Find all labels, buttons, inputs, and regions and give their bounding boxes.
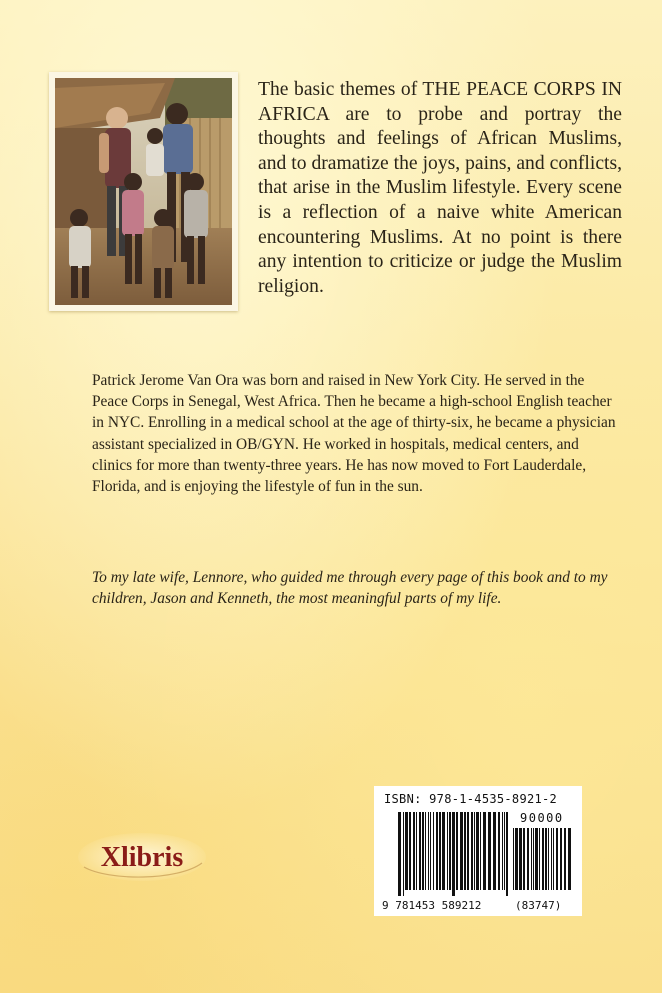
barcode-bar: [430, 812, 431, 890]
barcode-bar: [488, 812, 491, 890]
barcode-bar: [425, 812, 426, 890]
barcode-bar: [533, 828, 534, 890]
barcode-bar: [513, 828, 514, 890]
barcode-bar: [493, 812, 496, 890]
author-photo-frame: [49, 72, 238, 311]
barcode-bar: [556, 828, 558, 890]
barcode-bar: [471, 812, 473, 890]
barcode-bar: [464, 812, 466, 890]
barcode-bar: [539, 828, 540, 890]
barcode-bar: [551, 828, 552, 890]
barcode-price-code: (83747): [515, 899, 562, 912]
barcode-bar: [403, 812, 404, 896]
svg-text:Xlibris: Xlibris: [100, 842, 184, 873]
barcode-addon-digits: 90000: [520, 811, 564, 825]
barcode-bar: [416, 812, 417, 890]
barcode-bar: [447, 812, 448, 890]
barcode-bar: [413, 812, 415, 890]
barcode-bar: [449, 812, 451, 890]
barcode-bar: [398, 812, 401, 896]
barcode-addon: [513, 828, 573, 896]
barcode-bar: [480, 812, 481, 890]
barcode-bar: [502, 812, 503, 890]
barcode-bar: [442, 812, 445, 890]
barcode-bar: [535, 828, 538, 890]
barcode-bar: [419, 812, 421, 890]
barcode-bar: [564, 828, 566, 890]
barcode-bar: [560, 828, 562, 890]
dedication: To my late wife, Lennore, who guided me through every page of this book and to my children, Jason and Kenneth, the most meaningful parts of my life.: [92, 569, 608, 608]
barcode-bar: [519, 828, 522, 890]
barcode-bar: [527, 828, 529, 890]
barcode-bar: [545, 828, 547, 890]
barcode-bar: [467, 812, 469, 890]
isbn-label: ISBN: 978-1-4535-8921-2: [384, 792, 558, 806]
barcode-bar: [531, 828, 532, 890]
barcode-bar: [542, 828, 544, 890]
barcode-bar: [439, 812, 441, 890]
barcode-bar: [409, 812, 411, 890]
author-bio: Patrick Jerome Van Ora was born and raised in New York City. He served in the Peace Corps in Senegal, West Africa. Then he became a high-school English teacher in NYC. Enrolling in a medical school at the age of thirty-six, he became a physician assistant specialized in OB/GYN. He worked in hospitals, medical centers, and clinics for more than twenty-three years. He has now moved to Fort Lauderdale, Florida, and is enjoying the lifestyle of fun in the sun.: [92, 372, 616, 496]
barcode-digits: 9 781453 589212: [382, 899, 482, 912]
barcode-bar: [506, 812, 508, 896]
barcode-bar: [498, 812, 500, 890]
barcode-bar: [474, 812, 475, 890]
barcode-bar: [483, 812, 486, 890]
publisher-logo: [78, 833, 206, 881]
barcode-bar: [504, 812, 505, 890]
barcode-bar: [433, 812, 434, 890]
barcode-bar: [568, 828, 571, 890]
barcode-bar: [456, 812, 458, 890]
barcode-bar: [436, 812, 438, 890]
barcode-bar: [452, 812, 455, 896]
barcode-bar: [405, 812, 408, 890]
barcode-bar: [553, 828, 554, 890]
barcode-bar: [428, 812, 429, 890]
book-blurb: The basic themes of THE PEACE CORPS IN AFRICA are to probe and portray the thoughts and feelings of African Muslims, and to dramatize the joys, pains, and conflicts, that arise in the Muslim lifestyle. Every scene is a reflection of a naive white American encountering Muslims. At no point is there any intention to criticize or judge the Muslim religion.: [258, 79, 622, 297]
barcode-bar: [460, 812, 463, 890]
barcode-bar: [476, 812, 479, 890]
barcode-bar: [523, 828, 525, 890]
barcode-bar: [422, 812, 424, 890]
barcode-bar: [548, 828, 549, 890]
barcode-box: [374, 786, 582, 916]
barcode-bar: [515, 828, 518, 890]
author-photo: [55, 78, 232, 305]
barcode: [398, 812, 508, 896]
